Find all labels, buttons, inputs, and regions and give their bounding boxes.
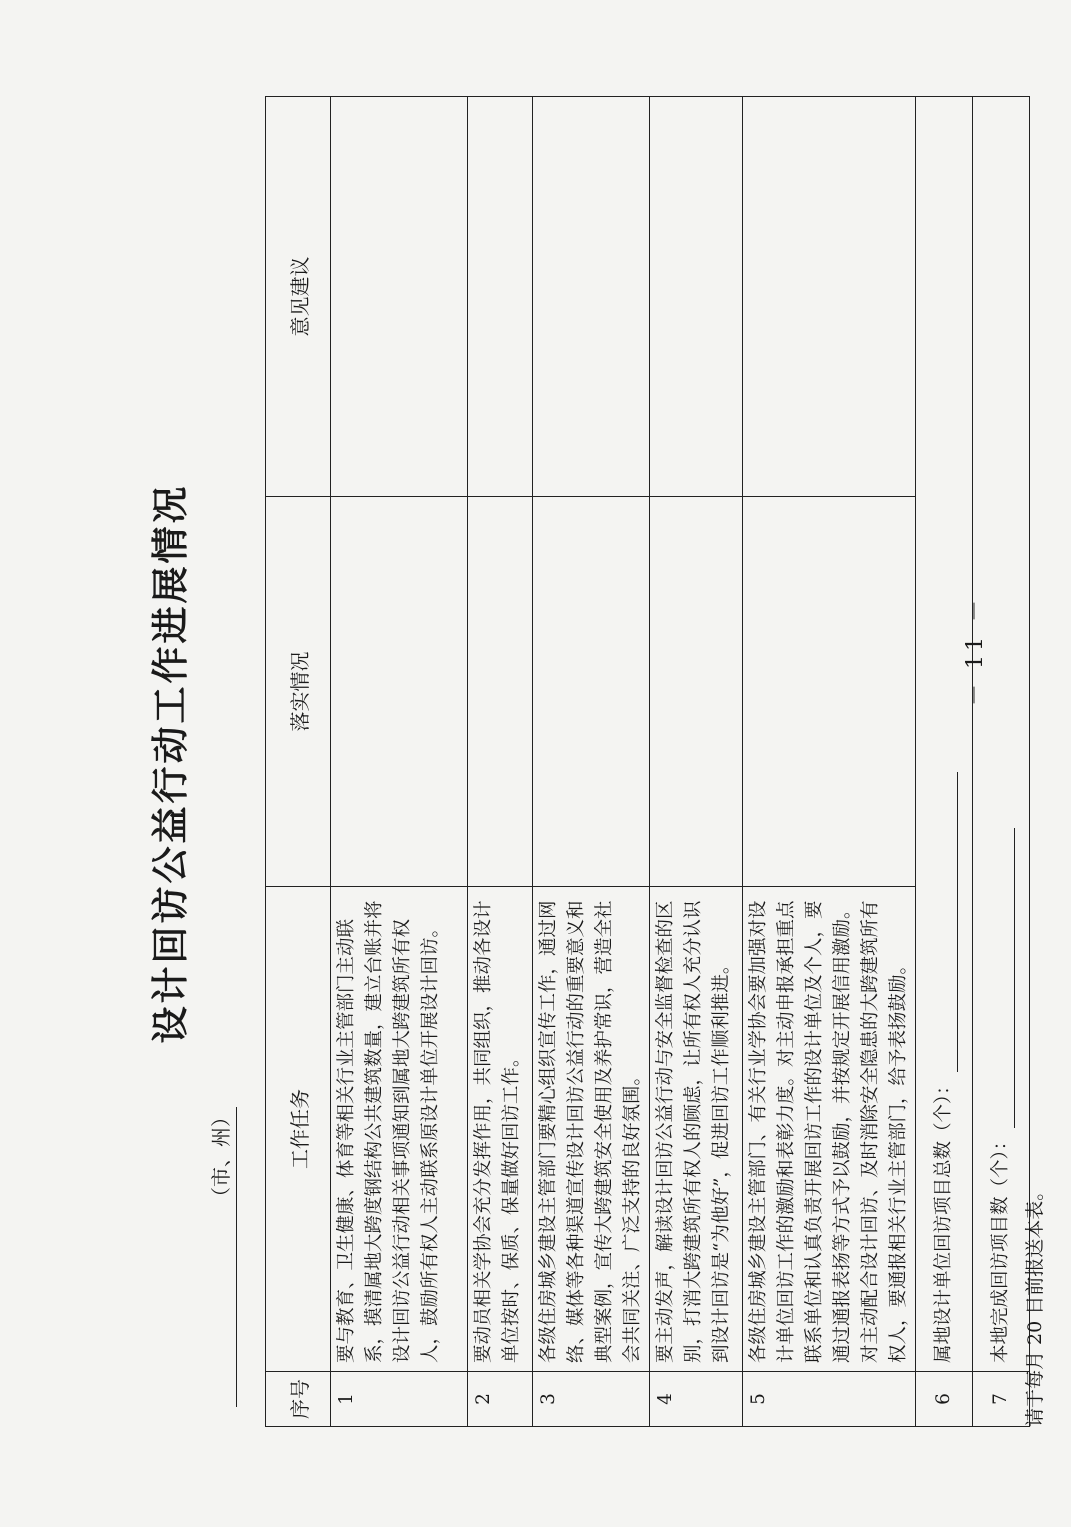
row-status-cell[interactable] xyxy=(743,497,916,887)
page-number: － 11 － xyxy=(963,596,988,706)
row-index: 7 xyxy=(973,1372,1030,1427)
row-advice-cell[interactable] xyxy=(743,97,916,497)
row-index: 1 xyxy=(331,1372,468,1427)
summary-cell xyxy=(916,97,973,1372)
header-advice: 意见建议 xyxy=(266,97,331,497)
page-title: 设计回访公益行动工作进展情况 xyxy=(148,483,192,1044)
table-row xyxy=(331,97,468,1427)
row-index: 3 xyxy=(533,1372,650,1427)
row-task: 要动员相关学协会充分发挥作用，共同组织，推动各设计单位按时、保质、保量做好回访工作。 xyxy=(468,887,533,1372)
region-label: （市、州） xyxy=(209,1107,233,1207)
header-status: 落实情况 xyxy=(266,497,331,887)
table-header-row xyxy=(266,97,331,1427)
table-row xyxy=(743,97,916,1427)
summary-fill-line[interactable] xyxy=(937,772,958,1072)
row-advice-cell[interactable] xyxy=(331,97,468,497)
table-row xyxy=(533,97,650,1427)
row-task: 各级住房城乡建设主管部门、有关行业学协会要加强对设计单位回访工作的激励和表彰力度。对主动申报承担重点联系单位和认真负责开展回访工作的设计单位及个人，要通过通报表扬等方式予以鼓励，并按规定开展信用激励。对主动配合设计回访、及时消除安全隐患的大跨建筑所有权人，要通报相关行业主管部门，给予表扬鼓励。 xyxy=(743,887,916,1372)
row-status-cell[interactable] xyxy=(650,497,743,887)
row-advice-cell[interactable] xyxy=(650,97,743,497)
header-index: 序号 xyxy=(266,1372,331,1427)
table-row xyxy=(916,97,973,1427)
row-advice-cell[interactable] xyxy=(468,97,533,497)
summary-fill-line[interactable] xyxy=(994,828,1015,1128)
summary-label: 本地完成回访项目数（个）： xyxy=(990,1131,1011,1363)
table-row xyxy=(650,97,743,1427)
row-status-cell[interactable] xyxy=(468,497,533,887)
row-task: 要与教育、卫生健康、体育等相关行业主管部门主动联系，摸清属地大跨度钢结构公共建筑数量，建立台账并将设计回访公益行动相关事项通知到属地大跨建筑所有权人，鼓励所有权人主动联系原设计单位开展设计回访。 xyxy=(331,887,468,1372)
row-status-cell[interactable] xyxy=(331,497,468,887)
row-index: 5 xyxy=(743,1372,916,1427)
row-index: 6 xyxy=(916,1372,973,1427)
region-field xyxy=(205,1107,237,1407)
row-index: 4 xyxy=(650,1372,743,1427)
summary-label: 属地设计单位回访项目总数（个）： xyxy=(933,1076,954,1363)
header-task: 工作任务 xyxy=(266,887,331,1372)
row-task: 要主动发声，解读设计回访公益行动与安全监督检查的区别，打消大跨建筑所有权人的顾虑，让所有权人充分认识到设计回访是“为他好”，促进回访工作顺利推进。 xyxy=(650,887,743,1372)
row-status-cell[interactable] xyxy=(533,497,650,887)
submission-note: 请于每月 20 日前报送本表。 xyxy=(1024,1181,1046,1427)
progress-table xyxy=(265,96,1030,1427)
row-advice-cell[interactable] xyxy=(533,97,650,497)
row-index: 2 xyxy=(468,1372,533,1427)
row-task: 各级住房城乡建设主管部门要精心组织宣传工作，通过网络、媒体等各种渠道宣传设计回访公益行动的重要意义和典型案例，宣传大跨建筑安全使用及养护常识，营造全社会共同关注、广泛支持的良好氛围。 xyxy=(533,887,650,1372)
summary-cell xyxy=(973,97,1030,1372)
table-row xyxy=(468,97,533,1427)
